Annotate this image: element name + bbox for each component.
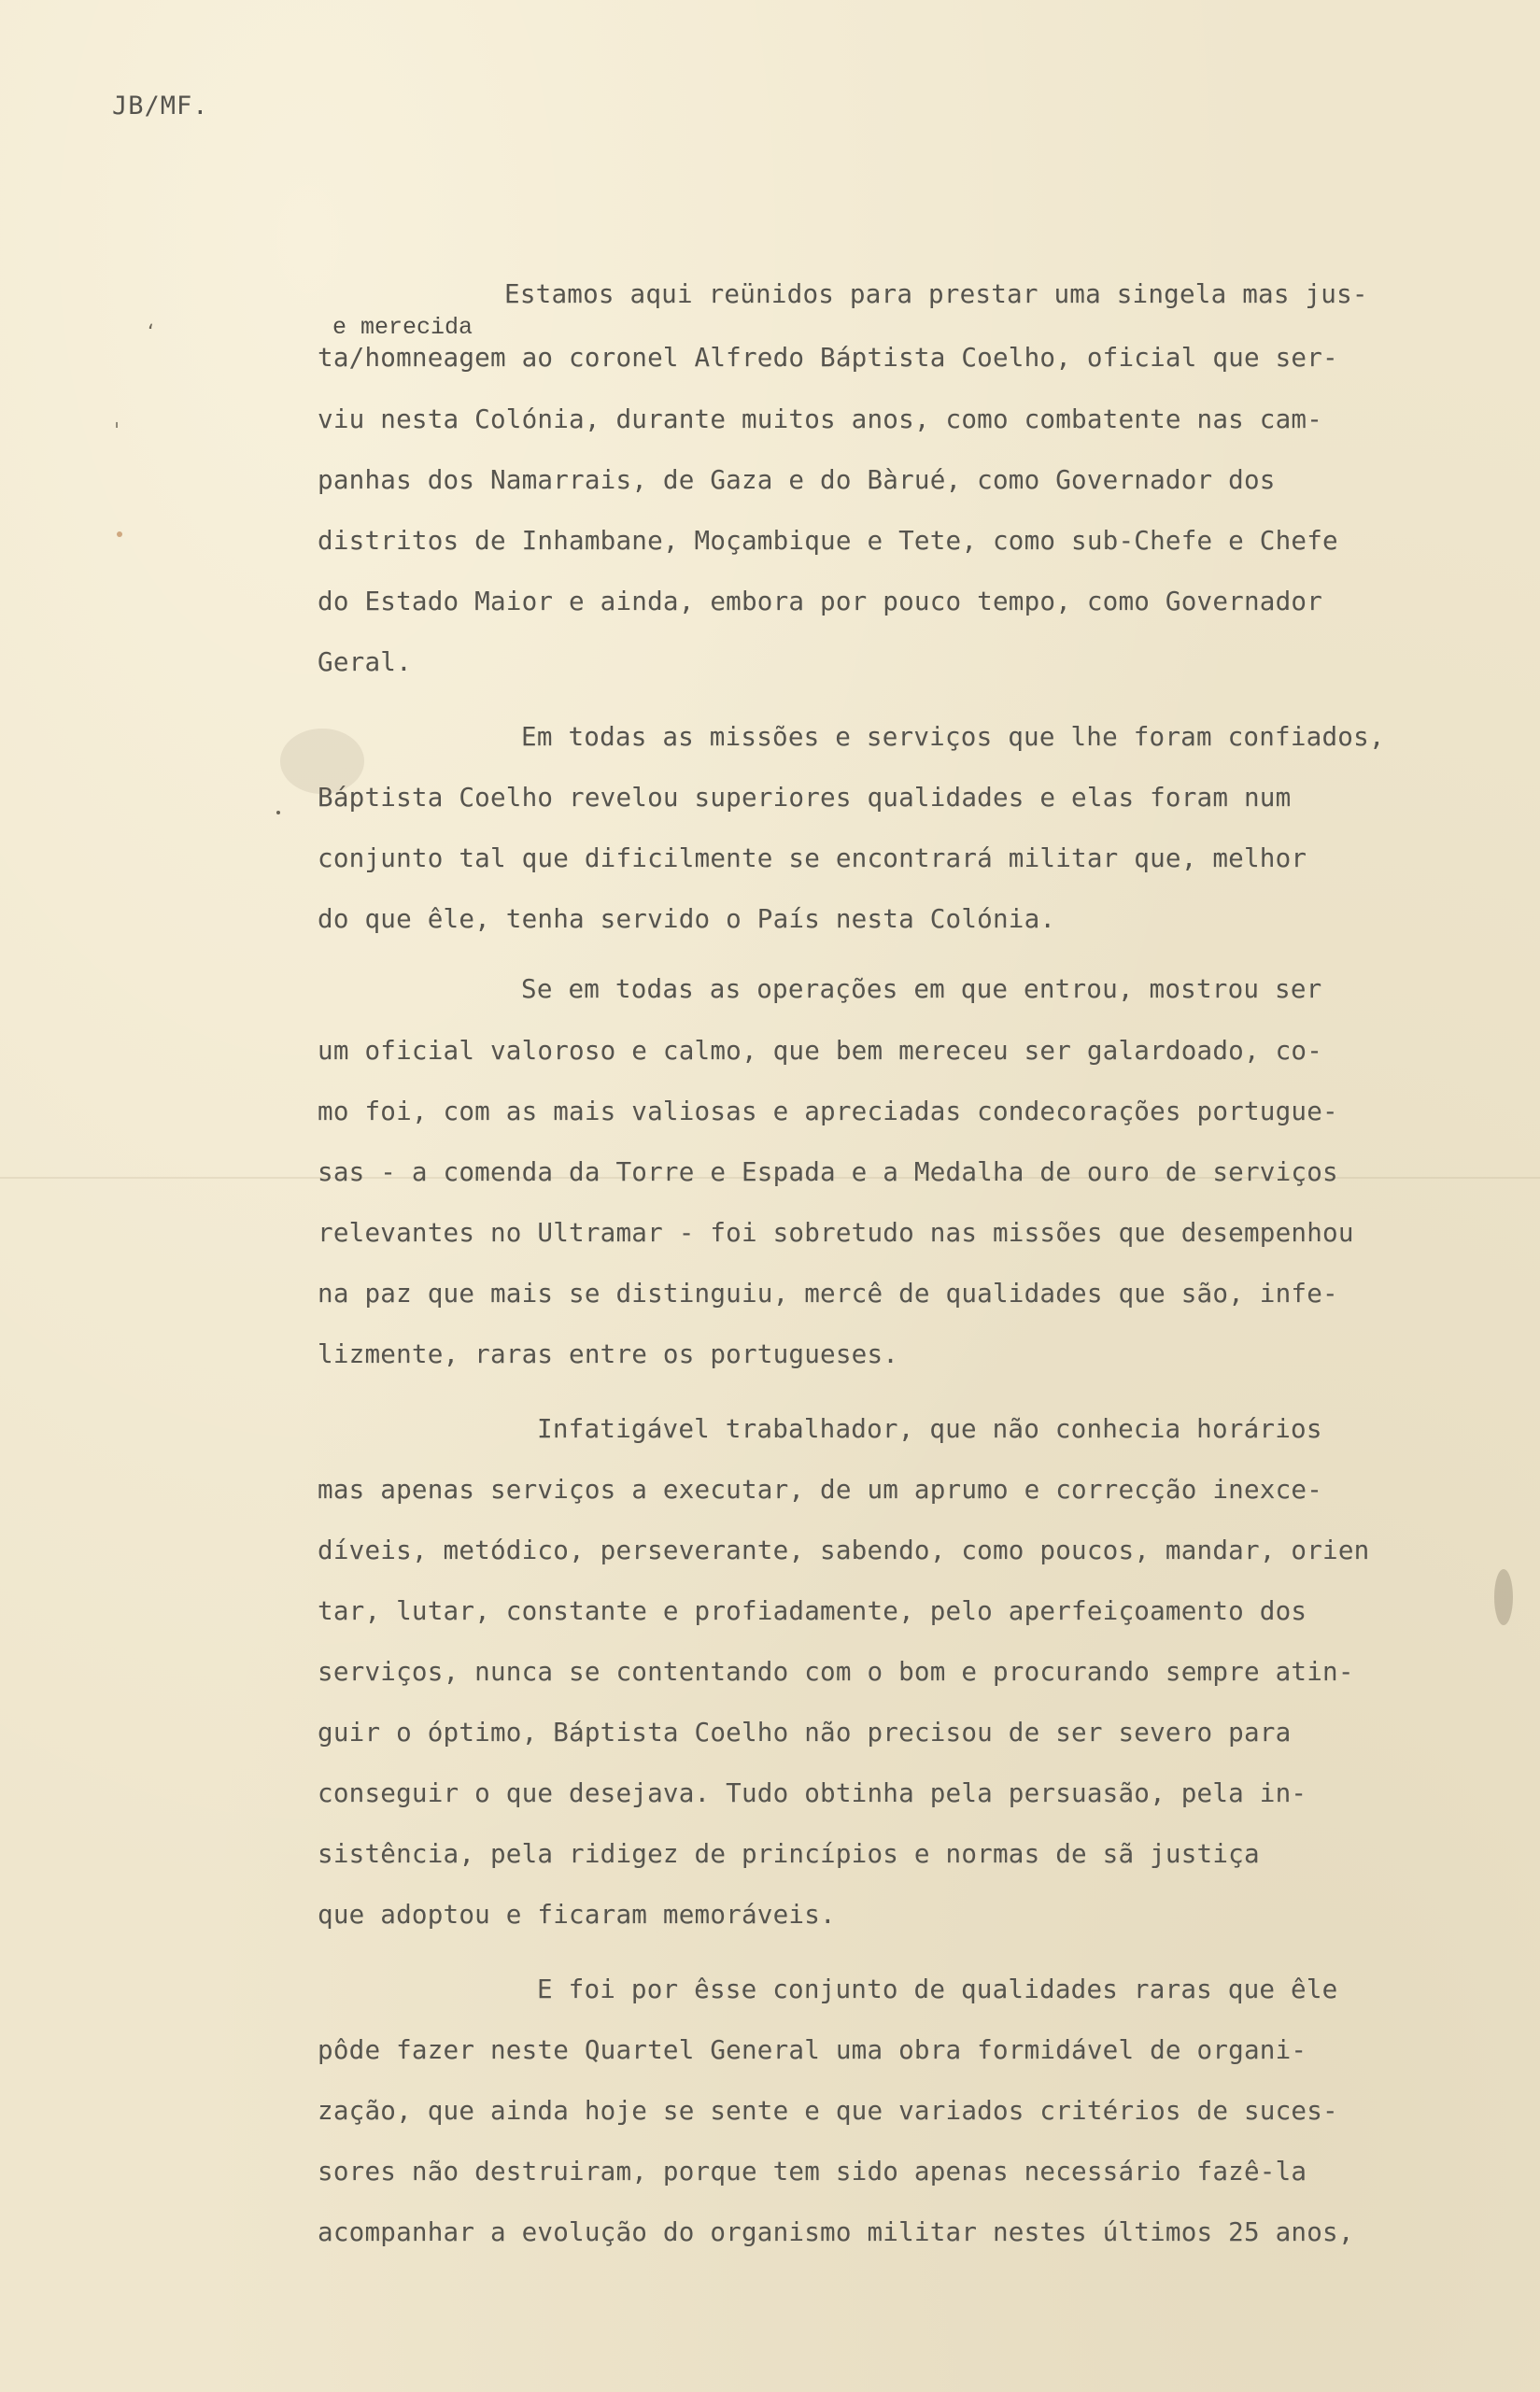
text-line: mas apenas serviços a executar, de um aprumo e correcção inexce-: [318, 1474, 1323, 1505]
text-line: conseguir o que desejava. Tudo obtinha pela persuasão, pela in-: [318, 1777, 1307, 1808]
text-line: do Estado Maior e ainda, embora por pouco tempo, como Governador: [318, 586, 1323, 616]
text-line: panhas dos Namarrais, de Gaza e do Bàrué, como Governador dos: [318, 464, 1276, 495]
text-line: Se em todas as operações em que entrou, mostrou ser: [521, 973, 1322, 1004]
margin-tick: ʻ: [148, 321, 154, 345]
text-line: distritos de Inhambane, Moçambique e Tete, como sub-Chefe e Chefe: [318, 525, 1338, 556]
text-line: pôde fazer neste Quartel General uma obra formidável de organi-: [318, 2034, 1307, 2065]
margin-mark: [1494, 1569, 1513, 1625]
paper-smudge: [280, 729, 364, 794]
handwritten-insertion: e merecida: [332, 314, 473, 341]
text-line: E foi por êsse conjunto de qualidades raras que êle: [537, 1974, 1338, 2004]
text-line: sas - a comenda da Torre e Espada e a Medalha de ouro de serviços: [318, 1156, 1338, 1187]
text-line: acompanhar a evolução do organismo militar nestes últimos 25 anos,: [318, 2216, 1354, 2247]
margin-tick: ˈ: [114, 420, 120, 444]
text-line: viu nesta Colónia, durante muitos anos, como combatente nas cam-: [318, 403, 1323, 434]
text-line: serviços, nunca se contentando com o bom e procurando sempre atin-: [318, 1656, 1354, 1687]
text-line: do que êle, tenha servido o País nesta Colónia.: [318, 903, 1056, 934]
text-line: conjunto tal que dificilmente se encontrará militar que, melhor: [318, 842, 1307, 873]
text-line: tar, lutar, constante e profiadamente, pelo aperfeiçoamento dos: [318, 1595, 1307, 1626]
margin-dot: [276, 811, 280, 814]
text-line: lizmente, raras entre os portugueses.: [318, 1338, 899, 1369]
text-line: Em todas as missões e serviços que lhe foram confiados,: [521, 721, 1385, 752]
margin-dot: [117, 531, 122, 537]
text-line: na paz que mais se distinguiu, mercê de qualidades que são, infe-: [318, 1278, 1338, 1309]
text-line: relevantes no Ultramar - foi sobretudo nas missões que desempenhou: [318, 1217, 1354, 1248]
text-line: sistência, pela ridigez de princípios e normas de sã justiça: [318, 1838, 1260, 1869]
reference-initials: JB/MF.: [112, 92, 209, 120]
text-line: sores não destruiram, porque tem sido apenas necessário fazê-la: [318, 2156, 1307, 2187]
text-line: díveis, metódico, perseverante, sabendo, como poucos, mandar, orien: [318, 1535, 1370, 1565]
text-line: Geral.: [318, 646, 412, 677]
text-line: zação, que ainda hoje se sente e que variados critérios de suces-: [318, 2095, 1338, 2126]
text-line: Infatigável trabalhador, que não conhecia horários: [537, 1413, 1322, 1444]
text-line: mo foi, com as mais valiosas e apreciadas condecorações portugue-: [318, 1096, 1338, 1126]
text-line: ta/homneagem ao coronel Alfredo Báptista Coelho, oficial que ser-: [318, 342, 1338, 373]
text-line: guir o óptimo, Báptista Coelho não precisou de ser severo para: [318, 1717, 1292, 1748]
text-line: um oficial valoroso e calmo, que bem mereceu ser galardoado, co-: [318, 1035, 1323, 1066]
text-line: Báptista Coelho revelou superiores qualidades e elas foram num: [318, 782, 1292, 813]
text-line: que adoptou e ficaram memoráveis.: [318, 1899, 836, 1930]
text-line: Estamos aqui reünidos para prestar uma singela mas jus-: [504, 278, 1368, 309]
